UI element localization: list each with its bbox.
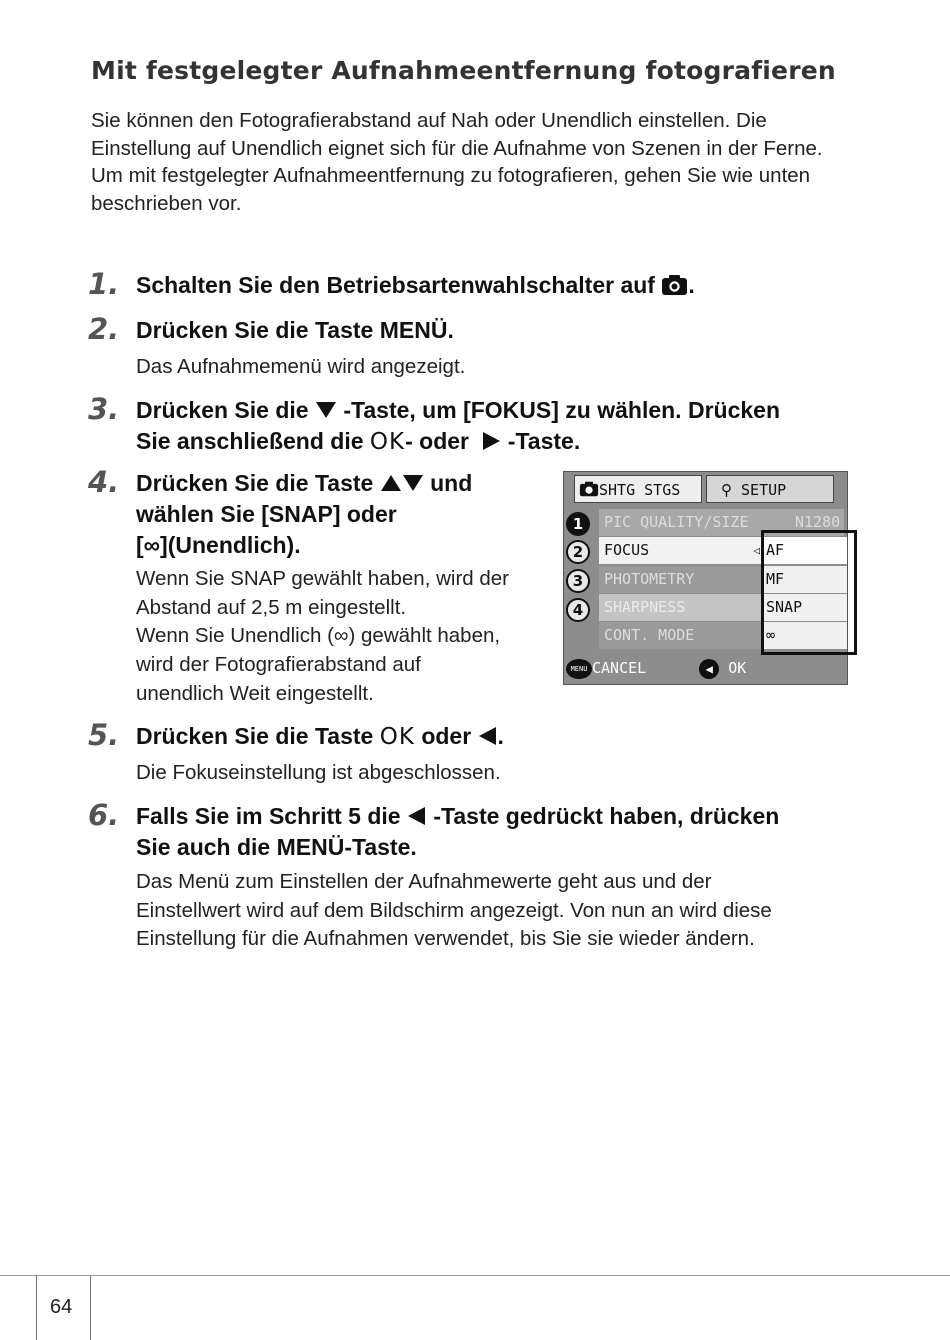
down-triangle-icon <box>315 401 337 419</box>
option-af: AF <box>762 537 847 564</box>
option-mf: MF <box>762 566 847 593</box>
row-number-badge: 1 <box>566 512 590 536</box>
menu-row-cont-mode: CONT. MODE <box>599 622 762 649</box>
menu-row-pic-quality: PIC QUALITY/SIZE N1280 <box>599 509 844 536</box>
ok-button-label: OK <box>379 724 415 750</box>
left-arrow-icon: ◁ <box>753 544 760 557</box>
row-number-badge: 2 <box>566 540 590 564</box>
row-number-badge: 4 <box>566 598 590 622</box>
left-triangle-icon <box>478 726 498 746</box>
intro-paragraph-1: Sie können den Fotografierabstand auf Nah oder Unendlich einstellen. Die Einstellung auf Unendlich eignet sich für die Aufnahme von Szenen in der Ferne. <box>91 109 823 160</box>
step-heading: Drücken Sie die Taste MENÜ. <box>136 317 454 343</box>
camera-icon <box>579 481 599 497</box>
footer-right-rule <box>90 1275 91 1340</box>
step-number: 5. <box>88 718 120 752</box>
menu-row-focus: FOCUS ◁ <box>599 537 762 564</box>
selection-highlight-box <box>761 530 857 655</box>
step-heading: Schalten Sie den Betriebsartenwahlschalter auf . <box>136 272 695 298</box>
step-number: 3. <box>88 392 120 426</box>
step-heading: Falls Sie im Schritt 5 die -Taste gedrückt haben, drücken Sie auch die MENÜ-Taste. <box>136 803 780 860</box>
step-number: 6. <box>88 798 120 832</box>
row-number-badge: 3 <box>566 569 590 593</box>
wrench-icon: ⚲ <box>721 481 732 499</box>
camera-bottom-bar: MENU CANCEL ◀ OK <box>564 652 847 684</box>
step-number: 1. <box>88 267 120 301</box>
step-description: Die Fokuseinstellung ist abgeschlossen. <box>136 761 501 784</box>
menu-row-sharpness: SHARPNESS <box>599 594 762 621</box>
footer-divider <box>0 1275 950 1276</box>
left-triangle-icon <box>407 806 427 826</box>
left-button-icon: ◀ <box>699 659 719 679</box>
intro-text <box>91 107 851 217</box>
right-triangle-icon <box>481 431 501 451</box>
tab-setup: ⚲ SETUP <box>706 475 834 503</box>
step-description: Das Menü zum Einstellen der Aufnahmewerte geht aus und der Einstellwert wird auf dem Bildschirm angezeigt. Von nun an wird diese Einstellung für die Aufnahmen verwendet, bis Sie sie wieder ändern. <box>136 870 772 951</box>
footer-left-rule <box>36 1275 37 1340</box>
up-down-triangle-icon <box>380 474 424 492</box>
menu-row-photometry: PHOTOMETRY <box>599 566 762 593</box>
step-heading: Drücken Sie die -Taste, um [FOKUS] zu wählen. Drücken Sie anschließend die OK- oder -Taste. <box>136 397 780 455</box>
step-number: 2. <box>88 312 120 346</box>
option-infinity: ∞ <box>762 622 847 649</box>
ok-button-label: OK <box>369 429 406 455</box>
page-title: Mit festgelegter Aufnahmeentfernung fotografieren <box>91 56 836 85</box>
intro-paragraph-2: Um mit festgelegter Aufnahmeentfernung zu fotografieren, gehen Sie wie unten beschrieben vor. <box>91 164 811 215</box>
step-description: Wenn Sie SNAP gewählt haben, wird der Abstand auf 2,5 m eingestellt. Wenn Sie Unendlich (∞) gewählt haben, wird der Fotografierabstand auf unendlich Weit eingestellt. <box>136 567 510 705</box>
menu-button-icon: MENU <box>566 659 592 679</box>
step-description: Das Aufnahmemenü wird angezeigt. <box>136 355 466 378</box>
step-heading: Drücken Sie die Taste und wählen Sie [SNAP] oder [∞](Unendlich). <box>136 470 473 558</box>
tab-shooting-settings: SHTG STGS <box>574 475 702 503</box>
step-heading: Drücken Sie die Taste OK oder . <box>136 723 504 750</box>
step-number: 4. <box>88 465 120 499</box>
camera-icon <box>661 274 688 296</box>
page-number: 64 <box>50 1296 73 1318</box>
option-snap: SNAP <box>762 594 847 621</box>
